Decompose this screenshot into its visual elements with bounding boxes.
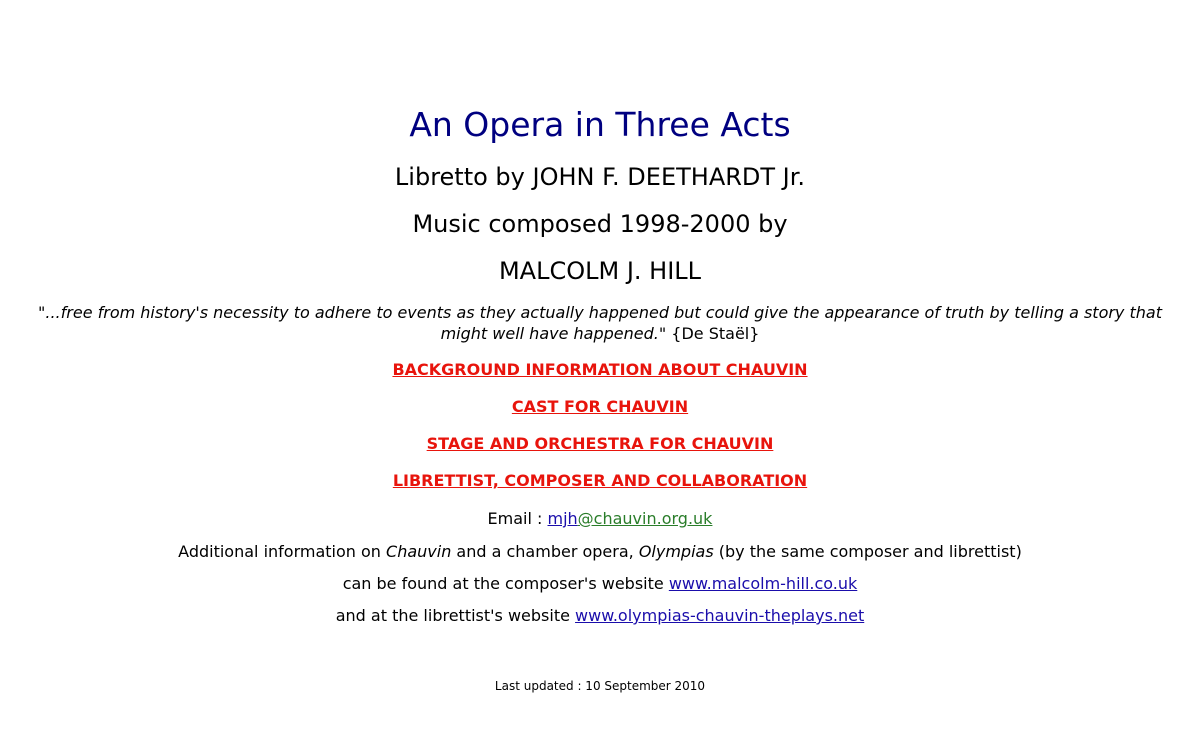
composer-name: MALCOLM J. HILL (498, 257, 702, 285)
nav-item-background (0, 359, 1200, 381)
email-line (0, 508, 1200, 530)
nav-item-stage (0, 433, 1200, 455)
chauvin-title: Chauvin (386, 542, 452, 561)
page-title: An Opera in Three Acts (409, 105, 791, 144)
email-user: mjh (547, 509, 578, 528)
additional-text-a: Additional information on (178, 542, 387, 561)
composer-website-line (0, 573, 1200, 595)
librettist-website-line (0, 605, 1200, 627)
quote (22, 302, 1178, 344)
email-label: Email : (487, 509, 548, 528)
additional-text-b: and a chamber opera, (451, 542, 639, 561)
background-info-link[interactable]: BACKGROUND INFORMATION ABOUT CHAUVIN (392, 360, 808, 379)
librettist-composer-link[interactable]: LIBRETTIST, COMPOSER AND COLLABORATION (392, 471, 808, 490)
stage-orchestra-link[interactable]: STAGE AND ORCHESTRA FOR CHAUVIN (426, 434, 774, 453)
music-credit: Music composed 1998-2000 by (412, 210, 788, 238)
quote-attribution: {De Staël} (666, 324, 760, 343)
composer-website-link[interactable]: www.malcolm-hill.co.uk (668, 574, 858, 593)
composer-website-text: can be found at the composer's website (342, 574, 669, 593)
librettist-website-link[interactable]: www.olympias-chauvin-theplays.net (575, 606, 865, 625)
last-updated: Last updated : 10 September 2010 (494, 679, 706, 693)
nav-item-librettist (0, 470, 1200, 492)
cast-link[interactable]: CAST FOR CHAUVIN (511, 397, 689, 416)
email-domain: @chauvin.org.uk (577, 509, 713, 528)
email-link[interactable] (548, 509, 713, 528)
nav-item-cast (0, 396, 1200, 418)
librettist-website-text: and at the librettist's website (335, 606, 576, 625)
libretto-credit: Libretto by JOHN F. DEETHARDT Jr. (394, 163, 806, 191)
additional-info-line (0, 541, 1200, 563)
quote-text: "...free from history's necessity to adhere to events as they actually happened but could give the appearance of truth by telling a story that might well have happened." (38, 303, 1162, 343)
olympias-title: Olympias (638, 542, 714, 561)
additional-text-c: (by the same composer and librettist) (713, 542, 1022, 561)
